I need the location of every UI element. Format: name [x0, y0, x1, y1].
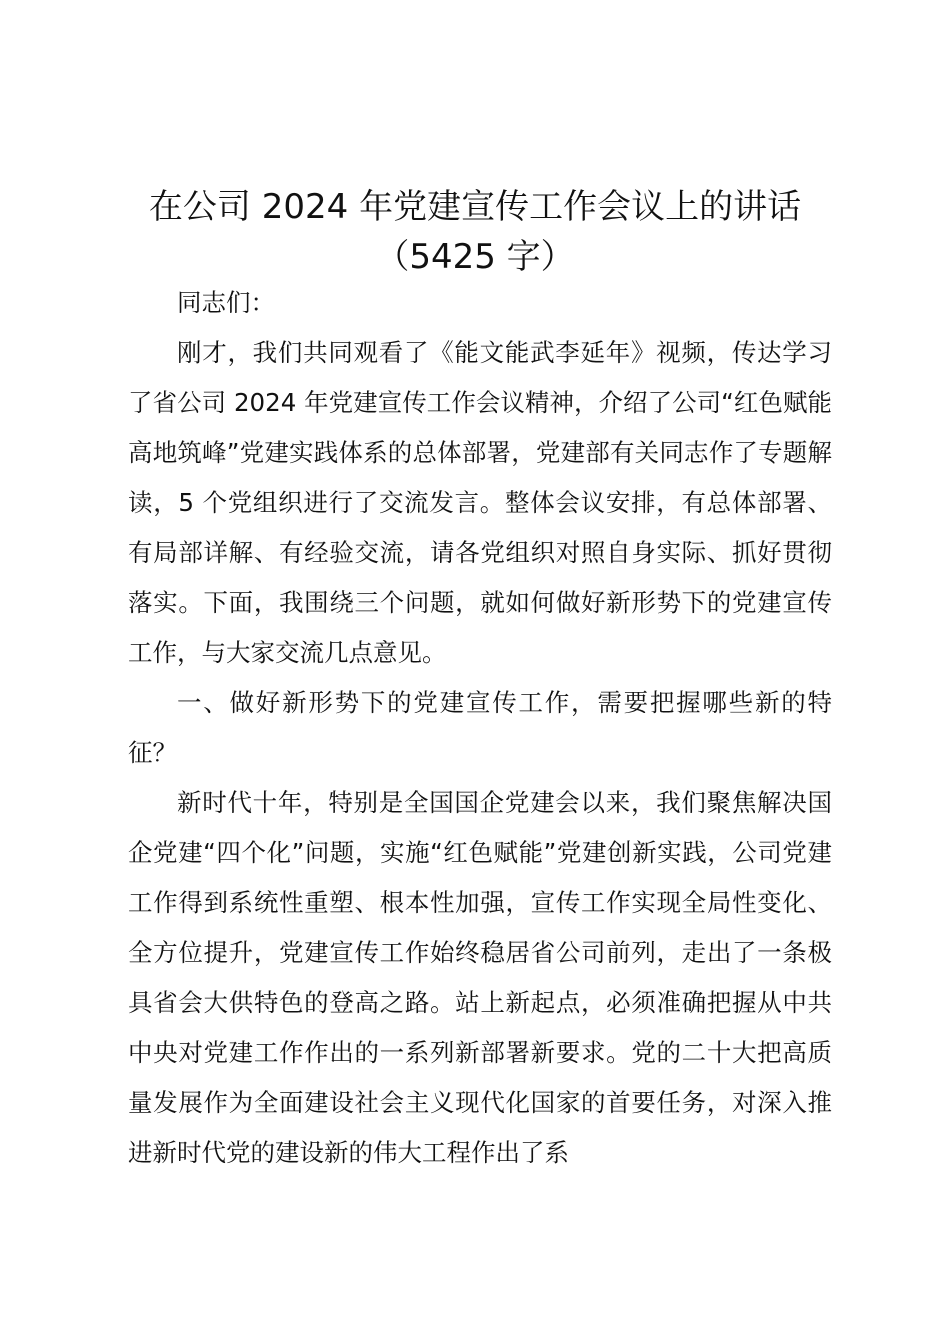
salutation: 同志们：	[177, 288, 275, 317]
paragraph-opening: 刚才，我们共同观看了《能文能武李延年》视频，传达学习了省公司 2024 年党建宣传工作会议精神，介绍了公司“红色赋能高地筑峰”党建实践体系的总体部署，党建部有关同志作了专题解读，5 个党组织进行了交流发言。整体会议安排，有总体部署、有局部详解、有经验交流，请各党组织对照自身实际、抓好贯彻落实。下面，我围绕三个问题，就如何做好新形势下的党建宣传工作，与大家交流几点意见。	[128, 338, 832, 667]
section-heading-1: 一、做好新形势下的党建宣传工作，需要把握哪些新的特征？	[128, 688, 832, 767]
document-title-line1: 在公司 2024 年党建宣传工作会议上的讲话	[148, 187, 802, 227]
document-title-line2: （5425 字）	[375, 237, 575, 277]
paragraph-section1-intro: 新时代十年，特别是全国国企党建会以来，我们聚焦解决国企党建“四个化”问题，实施“红色赋能”党建创新实践，公司党建工作得到系统性重塑、根本性加强，宣传工作实现全局性变化、全方位提升，党建宣传工作始终稳居省公司前列，走出了一条极具省会大供特色的登高之路。站上新起点，必须准确把握从中共中央对党建工作作出的一系列新部署新要求。党的二十大把高质量发展作为全面建设社会主义现代化国家的首要任务，对深入推进新时代党的建设新的伟大工程作出了系	[128, 788, 832, 1167]
document-body	[128, 278, 832, 1178]
